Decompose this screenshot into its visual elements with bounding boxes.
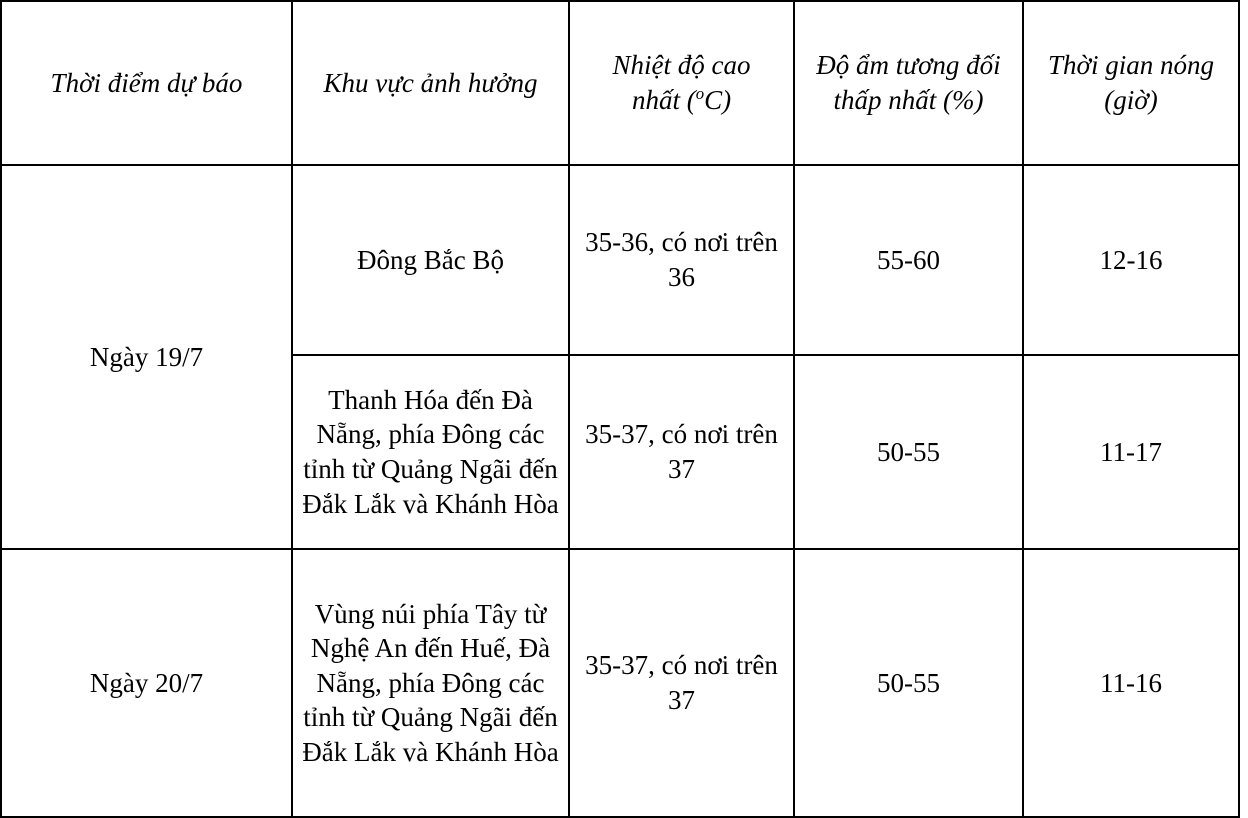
table-body [1,165,1239,817]
column-header-affected-area: Khu vực ảnh hưởng [292,1,569,165]
cell-affected-area: Đông Bắc Bộ [292,165,569,355]
cell-forecast-date: Ngày 20/7 [1,549,292,817]
cell-affected-area: Vùng núi phía Tây từ Nghệ An đến Huế, Đà Nẵng, phía Đông các tỉnh từ Quảng Ngãi đến Đắk Lắk và Khánh Hòa [292,549,569,817]
column-header-forecast-time: Thời điểm dự báo [1,1,292,165]
table-row [1,549,1239,817]
column-header-max-temperature [569,1,794,165]
cell-max-temperature: 35-37, có nơi trên 37 [569,549,794,817]
cell-hot-hours: 12-16 [1023,165,1239,355]
max-temp-line2-post: C) [704,85,732,115]
max-temp-line2-pre: nhất ( [631,85,696,115]
table-header-row [1,1,1239,165]
degree-superscript: o [695,84,705,103]
cell-max-temperature: 35-36, có nơi trên 36 [569,165,794,355]
cell-max-temperature: 35-37, có nơi trên 37 [569,355,794,549]
column-header-hot-hours: Thời gian nóng (giờ) [1023,1,1239,165]
cell-hot-hours: 11-16 [1023,549,1239,817]
cell-min-humidity: 55-60 [794,165,1023,355]
cell-forecast-date: Ngày 19/7 [1,165,292,549]
table-header [1,1,1239,165]
cell-min-humidity: 50-55 [794,355,1023,549]
column-header-min-humidity: Độ ẩm tương đối thấp nhất (%) [794,1,1023,165]
max-temp-line1: Nhiệt độ cao [612,50,751,81]
cell-hot-hours: 11-17 [1023,355,1239,549]
cell-min-humidity: 50-55 [794,549,1023,817]
table-row [1,165,1239,355]
cell-affected-area: Thanh Hóa đến Đà Nẵng, phía Đông các tỉnh từ Quảng Ngãi đến Đắk Lắk và Khánh Hòa [292,355,569,549]
